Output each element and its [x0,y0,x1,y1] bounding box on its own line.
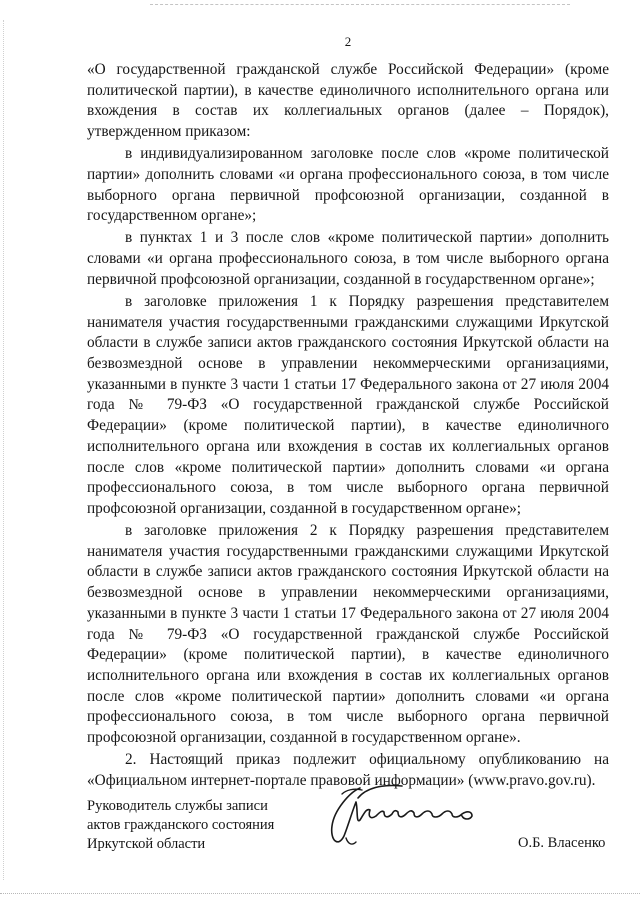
scan-artifact-bottom [0,893,640,895]
signatory-name: О.Б. Власенко [518,835,606,851]
document-body [87,60,609,793]
paragraph-continuation: «О государственной гражданской службе Российской Федерации» (кроме политической партии), в качестве единоличного исполнительного органа или вхождения в состав их коллегиальных органов (далее – Порядок), утвержденном приказом: [87,61,609,141]
paragraph-appendix-2-amendment: в заголовке приложения 2 к Порядку разрешения представителем нанимателя участия государственными гражданскими служащими Иркутской области в службе записи актов гражданского состояния Иркутской области на безвозмездной основе в управлении некоммерческими организациями, указанными в пункте 3 части 1 статьи 17 Федерального закона от 27 июля 2004 года № 79-ФЗ «О государственной гражданской службе Российской Федерации» (кроме политической партии), в качестве единоличного исполнительного органа или вхождения в состав их коллегиальных органов после слов «кроме политической партии» дополнить словами «и органа профессионального союза, в том числе выборного органа первичной профсоюзной организации, созданной в государственном органе». [87,522,609,747]
paragraph-heading-amendment: в индивидуализированном заголовке после слов «кроме политической партии» дополнить словами «и органа профессионального союза, в том числе выборного органа первичной профсоюзной организации, созданной в государственном органе»; [87,145,609,225]
paragraph-points-amendment: в пунктах 1 и 3 после слов «кроме политической партии» дополнить словами «и органа профессионального союза, в том числе выборного органа первичной профсоюзной организации, созданной в государственном органе»; [87,229,609,288]
scan-artifact-top [150,4,570,6]
signatory-title-line: актов гражданского состояния [87,817,275,833]
signatory-title-line: Иркутской области [87,836,206,852]
paragraph-appendix-1-amendment: в заголовке приложения 1 к Порядку разрешения представителем нанимателя участия государственными гражданскими служащими Иркутской области в службе записи актов гражданского состояния Иркутской области на безвозмездной основе в управлении некоммерческими организациями, указанными в пункте 3 части 1 статьи 17 Федерального закона от 27 июля 2004 года № 79-ФЗ «О государственной гражданской службе Российской Федерации» (кроме политической партии), в качестве единоличного исполнительного органа или вхождения в состав их коллегиальных органов после слов «кроме политической партии» дополнить словами «и органа профессионального союза, в том числе выборного органа первичной профсоюзной организации, созданной в государственном органе»; [87,292,609,517]
signature-stroke [332,786,472,842]
paragraph-publication: 2. Настоящий приказ подлежит официальному опубликованию на «Официальном интернет-портале правовой информации» (www.pravo.gov.ru). [87,751,609,789]
scan-artifact-left [3,20,5,880]
signatory-title-block [87,797,274,854]
page-number: 2 [344,34,352,49]
signatory-title-line: Руководитель службы записи [87,798,268,814]
handwritten-signature [322,780,492,850]
